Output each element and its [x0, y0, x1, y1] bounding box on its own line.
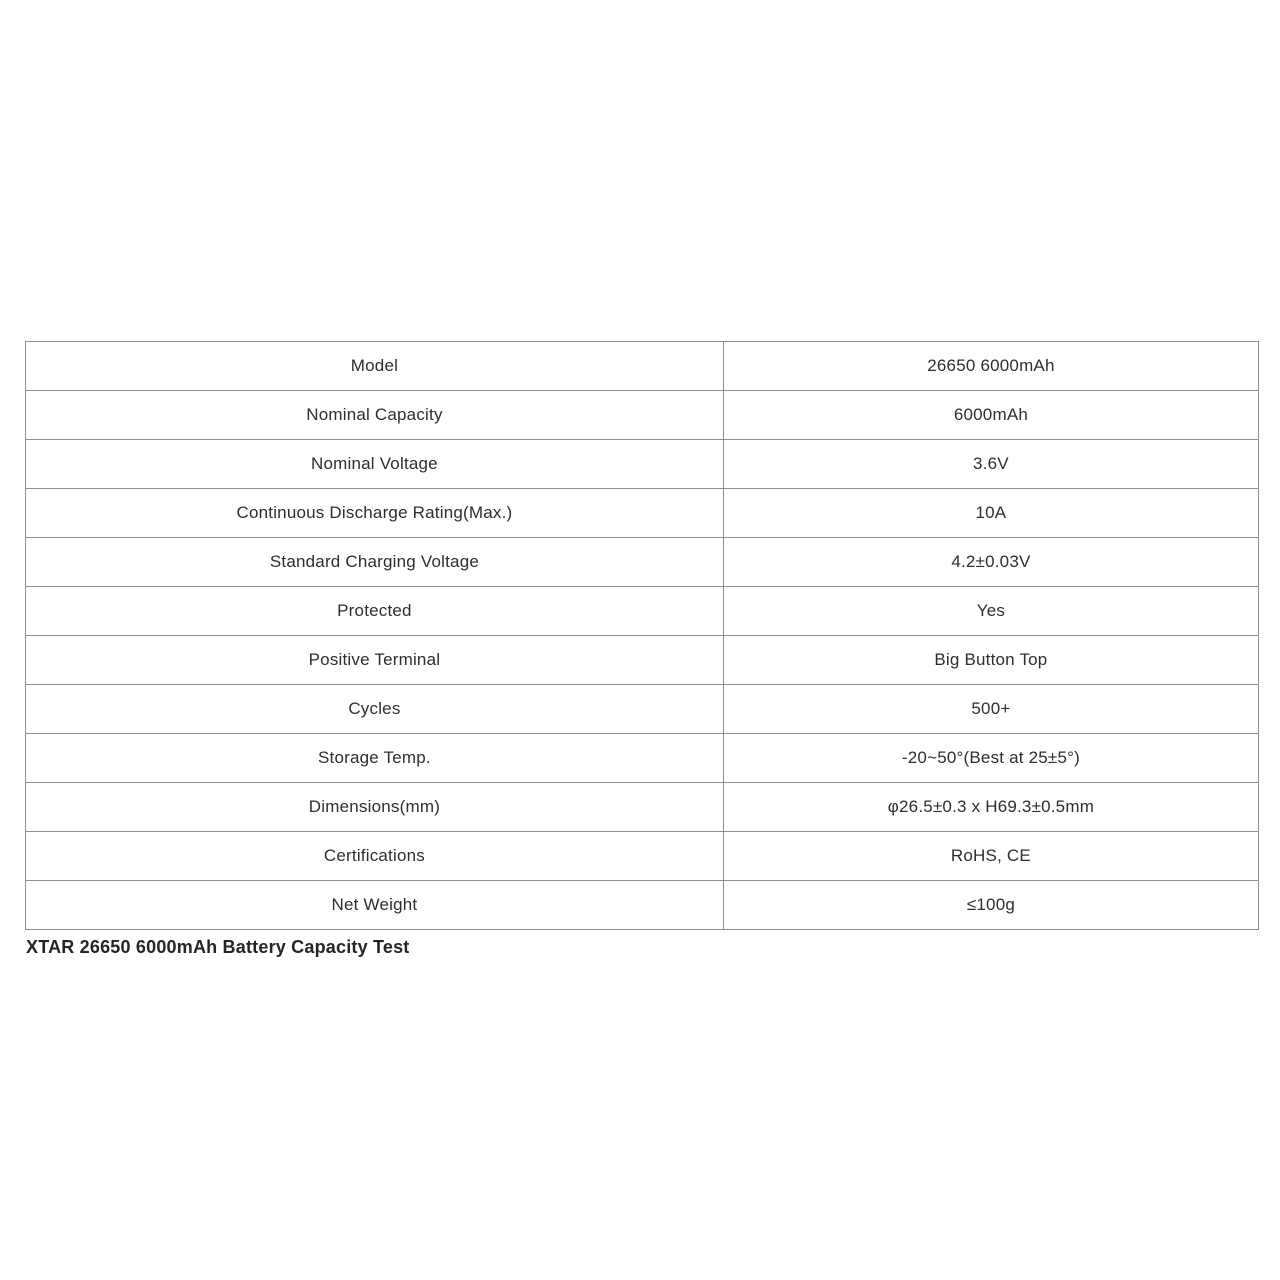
table-row [26, 783, 1259, 832]
table-row [26, 832, 1259, 881]
spec-value-cell: RoHS, CE [723, 832, 1258, 881]
spec-value-cell: ≤100g [723, 881, 1258, 930]
spec-value-cell: 4.2±0.03V [723, 538, 1258, 587]
table-row [26, 636, 1259, 685]
table-row [26, 440, 1259, 489]
spec-value-cell: 500+ [723, 685, 1258, 734]
table-caption: XTAR 26650 6000mAh Battery Capacity Test [26, 937, 410, 957]
spec-value-cell: φ26.5±0.3 x H69.3±0.5mm [723, 783, 1258, 832]
spec-value-cell: 26650 6000mAh [723, 342, 1258, 391]
spec-label-cell: Standard Charging Voltage [26, 538, 724, 587]
table-row [26, 587, 1259, 636]
spec-label-cell: Nominal Capacity [26, 391, 724, 440]
spec-label-cell: Certifications [26, 832, 724, 881]
table-row [26, 538, 1259, 587]
spec-label-cell: Continuous Discharge Rating(Max.) [26, 489, 724, 538]
spec-value-cell: 10A [723, 489, 1258, 538]
table-row [26, 342, 1259, 391]
spec-label-cell: Protected [26, 587, 724, 636]
spec-value-cell: Big Button Top [723, 636, 1258, 685]
spec-value-cell: Yes [723, 587, 1258, 636]
table-row [26, 489, 1259, 538]
table-row [26, 391, 1259, 440]
table-row [26, 881, 1259, 930]
spec-value-cell: -20~50°(Best at 25±5°) [723, 734, 1258, 783]
spec-label-cell: Storage Temp. [26, 734, 724, 783]
spec-table-body [26, 342, 1259, 930]
spec-label-cell: Cycles [26, 685, 724, 734]
table-row [26, 685, 1259, 734]
table-row [26, 734, 1259, 783]
spec-value-cell: 3.6V [723, 440, 1258, 489]
spec-label-cell: Positive Terminal [26, 636, 724, 685]
spec-label-cell: Dimensions(mm) [26, 783, 724, 832]
spec-value-cell: 6000mAh [723, 391, 1258, 440]
spec-label-cell: Model [26, 342, 724, 391]
spec-label-cell: Nominal Voltage [26, 440, 724, 489]
spec-label-cell: Net Weight [26, 881, 724, 930]
battery-spec-table [25, 341, 1259, 930]
